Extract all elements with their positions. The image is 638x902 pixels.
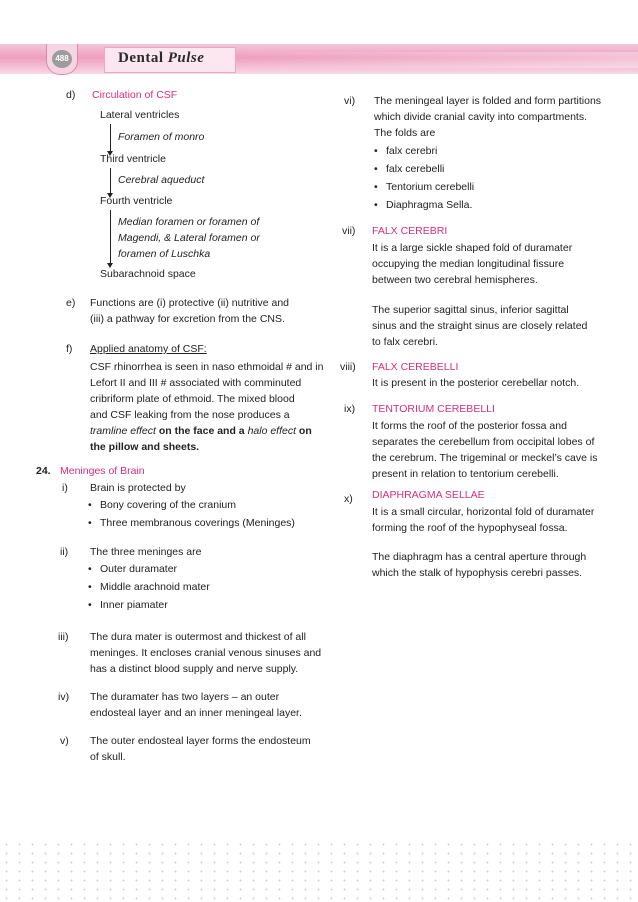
text-line: The superior sagittal sinus, inferior sagittal [372,304,569,316]
flow-node: Lateral ventricles [100,109,180,121]
item-label: e) [66,297,76,309]
bold-text: on [296,425,312,437]
item-label: vi) [344,95,356,107]
item-label: d) [66,89,76,101]
text-line: endosteal layer and an inner meningeal layer. [90,707,302,719]
section-title: DIAPHRAGMA SELLAE [372,489,485,501]
bullet-item: • Bony covering of the cranium [100,498,236,513]
flow-arrow-line [110,168,111,194]
flow-node: Third ventricle [100,153,166,165]
item-label: iii) [58,631,69,643]
text-line: separates the cerebellum from occipital lobes of [372,436,595,448]
text-line: which the stalk of hypophysis cerebri passes. [372,567,583,579]
bullet-item: • Outer duramater [100,562,177,577]
bullet-item: • falx cerebelli [386,162,444,177]
bullet-item: • falx cerebri [386,144,437,159]
brand-word: Dental [118,50,164,66]
text-line: The meningeal layer is folded and form partitions [374,95,602,107]
text-line: The duramater has two layers – an outer [90,691,280,703]
bullet-item: • Inner piamater [100,598,168,613]
text-line: occupying the median longitudinal fissure [372,258,565,270]
text-line: of skull. [90,751,126,763]
flow-annotation: foramen of Luschka [118,248,211,260]
section-title: FALX CEREBELLI [372,361,459,373]
section-title: TENTORIUM CEREBELLI [372,403,495,415]
flow-annotation: Median foramen or foramen of [118,216,260,228]
section-number: 24. [36,465,51,477]
section-title: Circulation of CSF [92,89,178,101]
text-line: Lefort II and III # associated with comminuted [90,377,302,389]
italic-term: halo effect [247,425,297,437]
text-line: CSF rhinorrhea is seen in naso ethmoidal # and in [90,361,324,373]
section-title: FALX CEREBRI [372,225,448,237]
text-line: sinus and the straight sinus are closely related [372,320,588,332]
text-line: The folds are [374,127,436,139]
flow-arrow-line [110,124,111,152]
bullet-item: • Diaphragma Sella. [386,198,472,213]
text-line: The three meninges are [90,546,202,558]
text-line: It forms the roof of the posterior fossa and [372,420,567,432]
text-line: It is a large sickle shaped fold of duramater [372,242,573,254]
brand-script: Pulse [167,50,205,66]
text-line: cribriform plate of ethmoid. The mixed blood [90,393,295,405]
footer-dot-texture [0,840,638,902]
text-line: present in relation to tentorium cerebelli. [372,468,559,480]
text-line: the pillow and sheets. [90,441,200,453]
item-label: ix) [344,403,356,415]
item-label: viii) [340,361,356,373]
item-label: v) [60,735,69,747]
text-line: and CSF leaking from the nose produces a [90,409,290,421]
bullet-item: • Middle arachnoid mater [100,580,210,595]
text-line: Brain is protected by [90,482,186,494]
bullet-item: • Tentorium cerebelli [386,180,474,195]
item-label: i) [62,482,68,494]
item-label: vii) [342,225,356,237]
text-line: The diaphragm has a central aperture through [372,551,587,563]
text-line [90,424,312,439]
header-band [0,44,638,74]
flow-node: Subarachnoid space [100,268,196,280]
text-line: which divide cranial cavity into compartments. [374,111,588,123]
page-number: 488 [52,50,72,68]
bold-text: on the face and a [155,425,248,437]
text-line: The outer endosteal layer forms the endosteum [90,735,311,747]
text-line: It is a small circular, horizontal fold of duramater [372,506,595,518]
text-line: (iii) a pathway for excretion from the CNS. [90,313,285,325]
item-label: f) [66,343,73,355]
item-label: x) [344,493,353,505]
flow-node: Fourth ventricle [100,195,173,207]
text-line: forming the roof of the hypophyseal fossa. [372,522,568,534]
flow-annotation: Foramen of monro [118,131,205,143]
text-line: the cerebrum. The trigeminal or meckel’s cave is [372,452,598,464]
text-line: has a distinct blood supply and nerve supply. [90,663,299,675]
item-label: ii) [60,546,69,558]
brand-logo [118,48,204,70]
bullet-item: • Three membranous coverings (Meninges) [100,516,295,531]
text-line: It is present in the posterior cerebellar notch. [372,377,580,389]
item-label: iv) [58,691,70,703]
text-line: to falx cerebri. [372,336,438,348]
text-line: The dura mater is outermost and thickest of all [90,631,306,643]
text-line: meninges. It encloses cranial venous sinuses and [90,647,322,659]
flow-annotation: Magendi, & Lateral foramen or [118,232,260,244]
flow-annotation: Cerebral aqueduct [118,174,205,186]
text-line: between two cerebral hemispheres. [372,274,538,286]
flow-arrow-line [110,210,111,264]
section-title: Meninges of Brain [60,465,145,477]
italic-term: tramline effect [90,425,156,437]
text-line: Functions are (i) protective (ii) nutritive and [90,297,289,309]
section-title: Applied anatomy of CSF: [90,343,207,355]
